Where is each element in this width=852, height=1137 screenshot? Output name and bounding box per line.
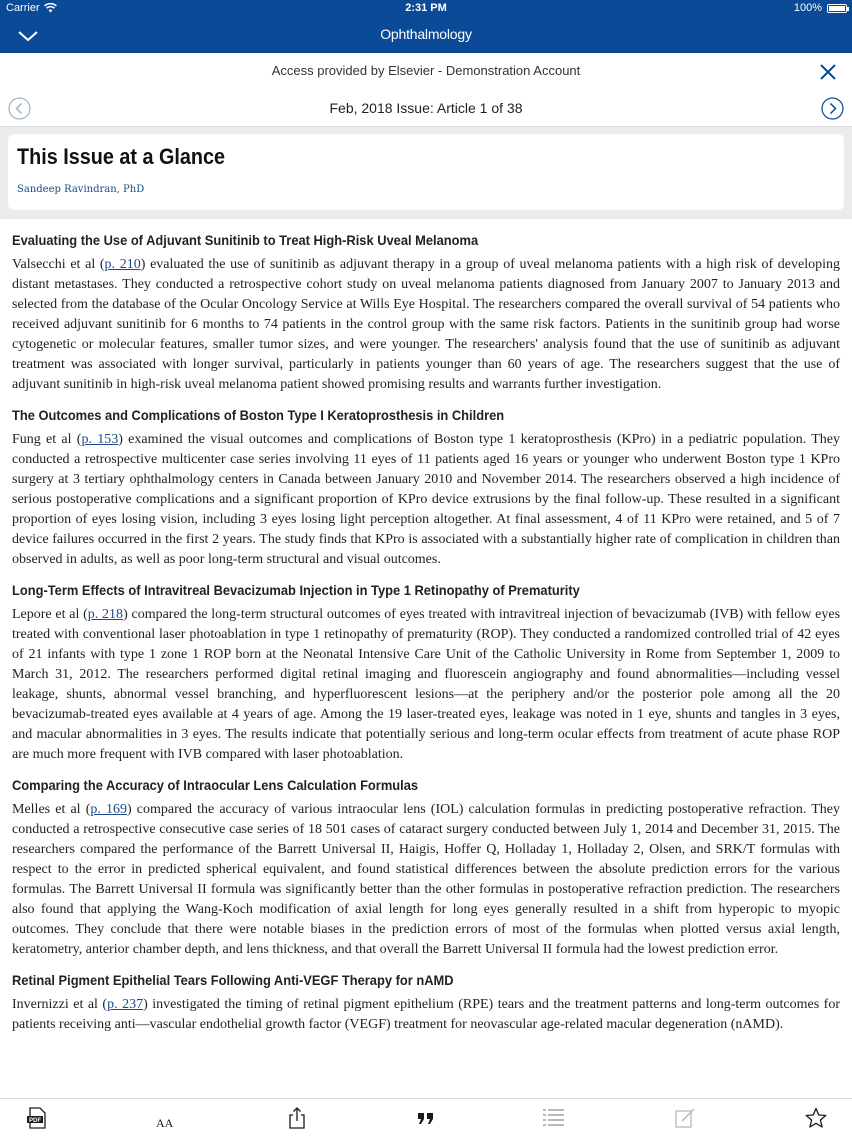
cite-icon[interactable] — [414, 1107, 438, 1129]
access-banner — [0, 53, 852, 91]
font-size-icon[interactable] — [155, 1107, 179, 1129]
star-icon[interactable] — [804, 1107, 828, 1129]
page-link[interactable]: p. 153 — [81, 432, 119, 447]
article-section — [12, 232, 840, 395]
status-bar — [0, 0, 852, 18]
section-heading: Retinal Pigment Epithelial Tears Following Anti-VEGF Therapy for nAMD — [12, 972, 454, 988]
section-paragraph: Valsecchi et al (p. 210) evaluated the use of sunitinib as adjuvant therapy in a group of uveal melanoma patients with a high risk of developing distant metastases. They conducted a retrospective cohort study on uveal melanoma patients diagnosed from January 2007 to January 2013 and selected from the database of the Ocular Oncology Service at Wills Eye Hospital. The researchers compared the overall survival of 54 patients who received adjuvant sunitinib for 6 months to 74 patients in the control group with the same risk factors. Patients in the sunitinib group had worse cytogenetic or molecular features, smaller tumor sizes, and were younger. The researchers' analysis found that the use of sunitinib as adjuvant treatment was associated with longer survival, particularly in patients younger than 60 years of age. The researchers suggest that the use of adjuvant sunitinib in high-risk uveal melanoma patient showed promising results and warrants further investigation. — [12, 257, 841, 392]
next-article-icon[interactable] — [821, 97, 844, 120]
section-heading: The Outcomes and Complications of Boston Type I Keratoprosthesis in Children — [12, 407, 505, 423]
svg-text:PDF: PDF — [29, 1118, 41, 1124]
article-author: Sandeep Ravindran, PhD — [17, 184, 145, 195]
article-section — [12, 582, 840, 765]
notes-icon[interactable] — [673, 1107, 697, 1129]
issue-navigator — [0, 90, 852, 127]
section-heading: Long-Term Effects of Intravitreal Bevacizumab Injection in Type 1 Retinopathy of Prematurity — [12, 582, 580, 598]
article-section — [12, 407, 840, 570]
access-text: Access provided by Elsevier - Demonstration Account — [271, 63, 581, 78]
article-header — [0, 127, 852, 219]
share-icon[interactable] — [285, 1107, 309, 1129]
page-link[interactable]: p. 169 — [90, 802, 127, 817]
close-icon[interactable] — [818, 62, 838, 82]
battery-percent: 100% — [793, 2, 822, 14]
article-section — [12, 777, 840, 960]
pdf-icon[interactable] — [25, 1107, 49, 1129]
carrier-label: Carrier — [6, 2, 40, 14]
page-link[interactable]: p. 218 — [87, 607, 124, 622]
section-paragraph: Invernizzi et al (p. 237) investigated the timing of retinal pigment epithelium (RPE) tears and the treatment patterns and long-term outcomes for patients receiving anti—vascular endothelial growth factor (VEGF) treatment for neovascular age-related macular degeneration (nAMD). — [12, 997, 840, 1032]
section-paragraph: Melles et al (p. 169) compared the accuracy of various intraocular lens (IOL) calculation formulas in predicting postoperative refraction. They conducted a retrospective consecutive case series of 18 501 cases of cataract surgery conducted between July 1, 2014 and December 31, 2015. The researchers compared the performance of the Barrett Universal II, Haigis, Hoffer Q, Holladay 1, Holladay 2, Olsen, and SRK/T formulas with respect to the error in predicted spherical equivalent, and found statistical differences between the absolute prediction errors for the various formulas. The Barrett Universal II formula was significantly better than the other formulas in postoperative refraction prediction. The researchers also found that applying the Wang-Koch modification of axial length for long eyes generally resulted in a shift from hyperopic to myopic outcomes. They conclude that there were notable biases in the prediction errors of most of the formulas when plotted versus axial length, keratometry, anterior chamber depth, and lens thickness, and that overall the Barrett Universal II formula had the lowest prediction error. — [12, 802, 840, 957]
section-paragraph: Lepore et al (p. 218) compared the long-term structural outcomes of eyes treated with intravitreal injection of bevacizumab (IVB) with fellow eyes treated with conventional laser photoablation in type 1 retinopathy of prematurity (ROP). They conducted a randomized controlled trial of 42 eyes of 21 infants with type 1 zone 1 ROP born at the Neonatal Intensive Care Unit of the Catholic University in Rome from September 1, 2009 to March 31, 2012. The researchers performed digital retinal imaging and fluorescein angiography and found abnormalities—including vessel leakage, shunts, abnormal vessel branching, and hyperfluorescent lesions—at the periphery and/or the posterior pole among all the 20 bevacizumab-treated eyes available at 4 years of age. Among the 19 laser-treated eyes, leakage was noted in 1 eye, shunts and tangles in 3 eyes, and macular abnormalities in 3 eyes. The results indicate that potentially serious and long-term ocular effects from treatment of acute phase ROP are much more frequent with IVB compared with laser photoablation. — [12, 607, 841, 762]
svg-text:AA: AA — [156, 1116, 174, 1129]
page-link[interactable]: p. 237 — [107, 997, 144, 1012]
nav-bar — [0, 18, 852, 53]
battery-icon — [827, 4, 847, 13]
section-paragraph: Fung et al (p. 153) examined the visual outcomes and complications of Boston type 1 keratoprosthesis (KPro) in a pediatric population. They conducted a retrospective multicenter case series involving 11 eyes of 11 patients aged 16 years or younger who underwent Boston type 1 KPro surgery at 3 tertiary ophthalmology centers in Canada between January 2010 and November 2014. The researchers observed a high incidence of serious postoperative complications and a significant proportion of KPro device extrusions by the final follow-up. These resulted in a significant proportion of eyes losing vision, including 3 eyes losing light perception altogether. At final assessment, 4 of 11 KPro were retained, and 5 of 7 device failures occurred in the first 2 years. The study finds that KPro is associated with a substantially higher rate of complication in children than observed in adults, as well as poor long-term structural and visual outcomes. — [12, 432, 841, 567]
section-heading: Evaluating the Use of Adjuvant Sunitinib to Treat High-Risk Uveal Melanoma — [12, 232, 479, 248]
article-header-card — [8, 134, 844, 210]
bottom-toolbar — [0, 1098, 852, 1137]
outline-icon[interactable] — [542, 1107, 566, 1129]
article-title: This Issue at a Glance — [17, 144, 225, 169]
page-link[interactable]: p. 210 — [104, 257, 141, 272]
clock: 2:31 PM — [405, 2, 447, 14]
section-heading: Comparing the Accuracy of Intraocular Lens Calculation Formulas — [12, 777, 419, 793]
article-body — [12, 220, 840, 1035]
article-section — [12, 972, 840, 1035]
journal-title: Ophthalmology — [380, 26, 472, 42]
issue-position: Feb, 2018 Issue: Article 1 of 38 — [329, 100, 523, 116]
